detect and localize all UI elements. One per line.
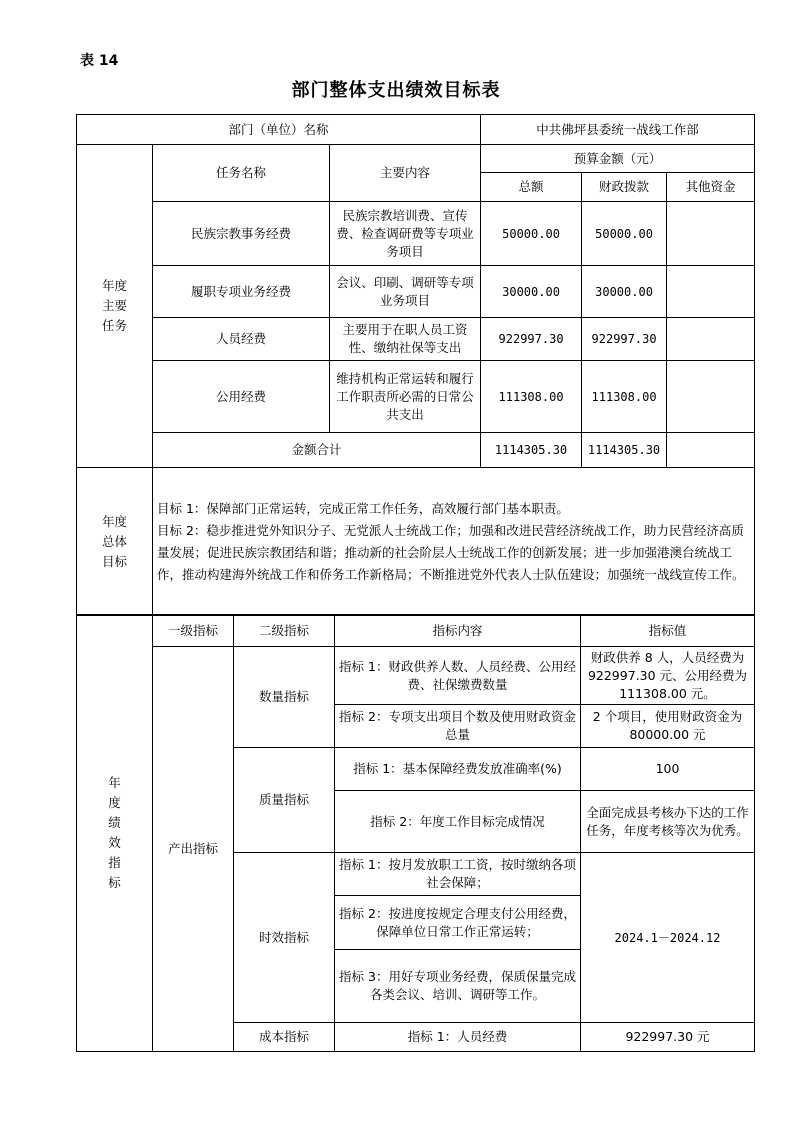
indicator-content: 指标 1：人员经费 [335,1023,581,1052]
level2-quantity: 数量指标 [234,647,335,748]
task-other [667,318,755,361]
col-indicator-value: 指标值 [581,615,755,647]
sum-fiscal: 1114305.30 [582,433,667,468]
task-fiscal: 111308.00 [582,361,667,433]
task-total: 50000.00 [481,202,582,266]
dept-row [77,115,755,145]
indicator-value: 财政供养 8 人，人员经费为 922997.30 元、公用经费为 111308.00 元。 [581,647,755,705]
indicator-row [77,647,755,705]
task-row [77,318,755,361]
goals-section-label: 年度 总体 目标 [77,468,153,616]
task-content: 会议、印刷、调研等专项业务项目 [330,266,481,318]
col-total: 总额 [481,173,582,202]
task-row [77,266,755,318]
col-indicator-content: 指标内容 [335,615,581,647]
task-total: 30000.00 [481,266,582,318]
task-name: 民族宗教事务经费 [153,202,330,266]
sum-other [667,433,755,468]
task-sum-row [77,433,755,468]
tasks-section-label: 年度 主要 任务 [77,145,153,468]
budget-task-table [76,114,755,616]
indicator-content: 指标 1：财政供养人数、人员经费、公用经费、社保缴费数量 [335,647,581,705]
indicator-value: 2024.1－2024.12 [581,853,755,1023]
indicator-content: 指标 1：按月发放职工工资，按时缴纳各项社会保障； [335,853,581,896]
col-level2: 二级指标 [234,615,335,647]
goal-1: 目标 1：保障部门正常运转，完成正常工作任务，高效履行部门基本职责。 [157,500,569,516]
task-content: 主要用于在职人员工资性、缴纳社保等支出 [330,318,481,361]
task-row [77,361,755,433]
sum-total: 1114305.30 [481,433,582,468]
indicator-content: 指标 2：专项支出项目个数及使用财政资金总量 [335,705,581,748]
task-name: 人员经费 [153,318,330,361]
level1-output: 产出指标 [153,647,234,1052]
dept-label: 部门（单位）名称 [77,115,481,145]
indicator-content: 指标 1：基本保障经费发放准确率(%) [335,748,581,791]
task-name: 公用经费 [153,361,330,433]
indicator-content: 指标 3：用好专项业务经费，保质保量完成各类会议、培训、调研等工作。 [335,950,581,1023]
indicator-content: 指标 2：按进度按规定合理支付公用经费，保障单位日常工作正常运转； [335,896,581,950]
indicator-value: 922997.30 元 [581,1023,755,1052]
col-other: 其他资金 [667,173,755,202]
col-budget: 预算金额（元） [481,145,755,173]
indicator-content: 指标 2：年度工作目标完成情况 [335,791,581,853]
performance-indicator-table [76,614,755,1052]
task-other [667,266,755,318]
task-other [667,361,755,433]
goals-row [77,468,755,616]
indicator-header-row [77,615,755,647]
page-title: 部门整体支出绩效目标表 [291,80,501,101]
task-fiscal: 30000.00 [582,266,667,318]
indicator-value: 全面完成县考核办下达的工作任务，年度考核等次为优秀。 [581,791,755,853]
level2-timeliness: 时效指标 [234,853,335,1023]
dept-name: 中共佛坪县委统一战线工作部 [481,115,755,145]
task-header-row [77,145,755,173]
task-name: 履职专项业务经费 [153,266,330,318]
sum-label: 金额合计 [153,433,481,468]
indicator-value: 100 [581,748,755,791]
task-total: 922997.30 [481,318,582,361]
task-fiscal: 50000.00 [582,202,667,266]
level2-cost: 成本指标 [234,1023,335,1052]
goal-2: 目标 2：稳步推进党外知识分子、无党派人士统战工作；加强和改进民营经济统战工作，助力民营经济高质量发展；促进民族宗教团结和谐；推动新的社会阶层人士统战工作的创新发展；进一步加强港澳台统战工作，推动构建海外统战工作和侨务工作新格局；不断推进党外代表人士队伍建设；加强统一战线宣传工作。 [157,522,745,582]
indicator-value: 2 个项目，使用财政资金为 80000.00 元 [581,705,755,748]
level2-quality: 质量指标 [234,748,335,853]
task-content: 维持机构正常运转和履行工作职责所必需的日常公共支出 [330,361,481,433]
col-fiscal: 财政拨款 [582,173,667,202]
col-main-content: 主要内容 [330,145,481,202]
task-content: 民族宗教培训费、宣传费、检查调研费等专项业务项目 [330,202,481,266]
task-fiscal: 922997.30 [582,318,667,361]
goals-content [153,468,755,616]
col-task-name: 任务名称 [153,145,330,202]
task-total: 111308.00 [481,361,582,433]
indicators-section-label: 年 度 绩 效 指 标 [77,615,153,1052]
task-row [77,202,755,266]
task-other [667,202,755,266]
table-number: 表 14 [80,53,119,69]
col-level1: 一级指标 [153,615,234,647]
